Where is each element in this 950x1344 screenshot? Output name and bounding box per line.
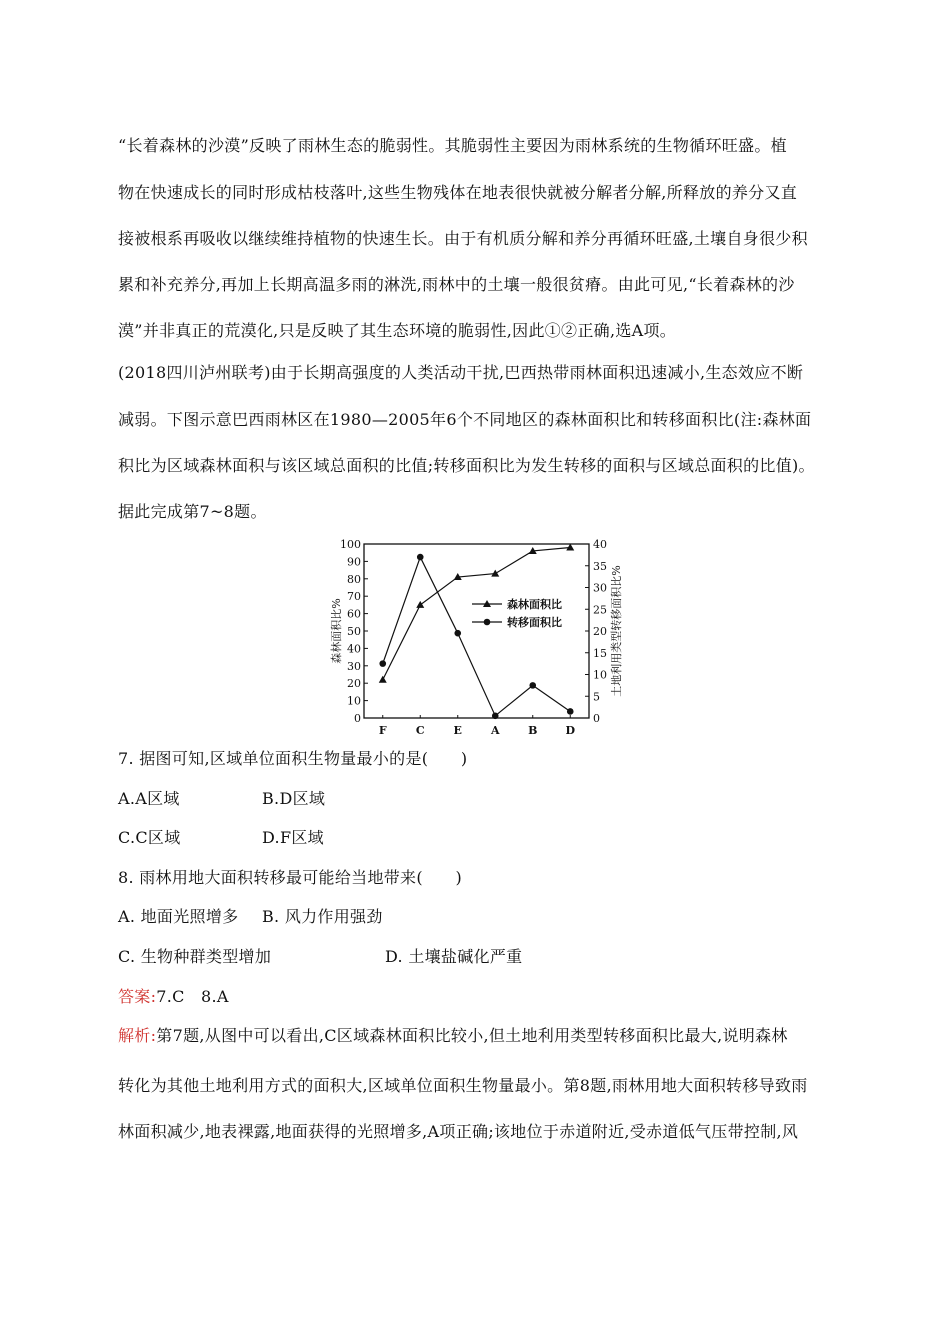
left-tick-label: 70 [347,590,361,604]
paragraph1-line-1: “长着森林的沙漠”反映了雨林生态的脆弱性。其脆弱性主要因为雨林系统的生物循环旺盛。植 [118,136,787,155]
left-tick-label: 40 [347,642,361,656]
plot-frame [364,544,589,718]
q7-option-c: C.C区域 [118,828,181,847]
right-tick-label: 30 [593,581,607,595]
right-axis-title: 土地利用类型转移面积比% [610,565,623,697]
q8-option-b: B. 风力作用强劲 [262,907,383,926]
paragraph1-line-5: 漠”并非真正的荒漠化,只是反映了其生态环境的脆弱性,因此①②正确,选A项。 [118,321,677,340]
paragraph2-line-4: 据此完成第7~8题。 [118,502,267,521]
left-tick-label: 50 [347,625,361,638]
analysis-text-1: 第7题,从图中可以看出,C区域森林面积比较小,但土地利用类型转移面积比最大,说明森林 [156,1026,788,1045]
x-tick-label: D [565,724,576,737]
right-tick-label: 10 [593,668,607,682]
right-tick-label: 15 [593,646,607,660]
q8-option-d: D. 土壤盐碱化严重 [385,947,523,966]
series-2-point [454,630,461,637]
legend-marker-2 [484,619,491,626]
legend-label-2: 转移面积比 [507,616,562,629]
series-2-point [492,713,499,720]
left-tick-label: 60 [347,607,361,621]
left-tick-label: 30 [347,659,361,673]
q7-stem: 7. 据图可知,区域单位面积生物量最小的是( ) [118,749,468,768]
answer-line [118,984,229,1007]
paragraph1-line-3: 接被根系再吸收以继续维持植物的快速生长。由于有机质分解和养分再循环旺盛,土壤自身很少积 [118,229,808,248]
series-2-point [379,660,386,667]
right-tick-label: 0 [593,712,600,725]
right-tick-label: 35 [593,559,607,573]
left-tick-label: 80 [347,572,361,586]
series-2-point [567,708,574,715]
series-1-point [379,676,387,683]
left-tick-label: 10 [347,694,361,708]
legend-label-1: 森林面积比 [507,598,562,611]
left-tick-label: 90 [347,555,361,569]
left-tick-label: 100 [340,538,361,551]
paragraph2-line-3: 积比为区域森林面积与该区域总面积的比值;转移面积比为发生转移的面积与区域总面积的比值)。 [118,456,815,475]
right-tick-label: 25 [593,603,607,617]
left-axis-title: 森林面积比% [330,598,343,664]
q8-option-a: A. 地面光照增多 [118,907,239,926]
paragraph1-line-4: 累和补充养分,再加上长期高温多雨的淋洗,雨林中的土壤一般很贫瘠。由此可见,“长着森林的沙 [118,275,795,294]
paragraph1-line-2: 物在快速成长的同时形成枯枝落叶,这些生物残体在地表很快就被分解者分解,所释放的养分又直 [118,183,798,202]
x-tick-label: A [490,724,500,737]
answer-label: 答案: [118,987,157,1006]
right-tick-label: 20 [593,625,607,638]
q8-stem: 8. 雨林用地大面积转移最可能给当地带来( ) [118,868,463,887]
q8-option-c: C. 生物种群类型增加 [118,947,272,966]
analysis-line-2: 转化为其他土地利用方式的面积大,区域单位面积生物量最小。第8题,雨林用地大面积转移导致雨 [118,1076,808,1095]
analysis-line-3: 林面积减少,地表裸露,地面获得的光照增多,A项正确;该地位于赤道附近,受赤道低气压带控制,风 [118,1122,799,1141]
series-2-point [417,554,424,561]
analysis-line-1 [118,1023,788,1046]
series-line-2 [383,557,571,716]
left-tick-label: 20 [347,677,361,691]
left-tick-label: 0 [354,712,361,725]
series-line-1 [383,547,571,679]
x-tick-label: E [453,724,462,737]
answer-text: 7.C 8.A [156,987,229,1006]
x-tick-label: B [528,724,538,737]
series-2-point [529,682,536,689]
x-tick-label: C [415,724,425,737]
q7-option-d: D.F区域 [262,828,324,847]
series-1-point [416,601,424,608]
forest-area-chart [332,535,632,745]
q7-option-a: A.A区域 [118,789,180,808]
paragraph2-line-2: 减弱。下图示意巴西雨林区在1980—2005年6个不同地区的森林面积比和转移面积比(注:森林面 [118,410,812,429]
analysis-label: 解析: [118,1026,157,1045]
q7-option-b: B.D区域 [262,789,326,808]
right-tick-label: 40 [593,538,607,551]
x-tick-label: F [378,724,387,737]
right-tick-label: 5 [593,690,600,704]
series-1-point [491,570,499,577]
paragraph2-line-1: (2018四川泸州联考)由于长期高强度的人类活动干扰,巴西热带雨林面积迅速减小,生态效应不断 [118,363,804,382]
